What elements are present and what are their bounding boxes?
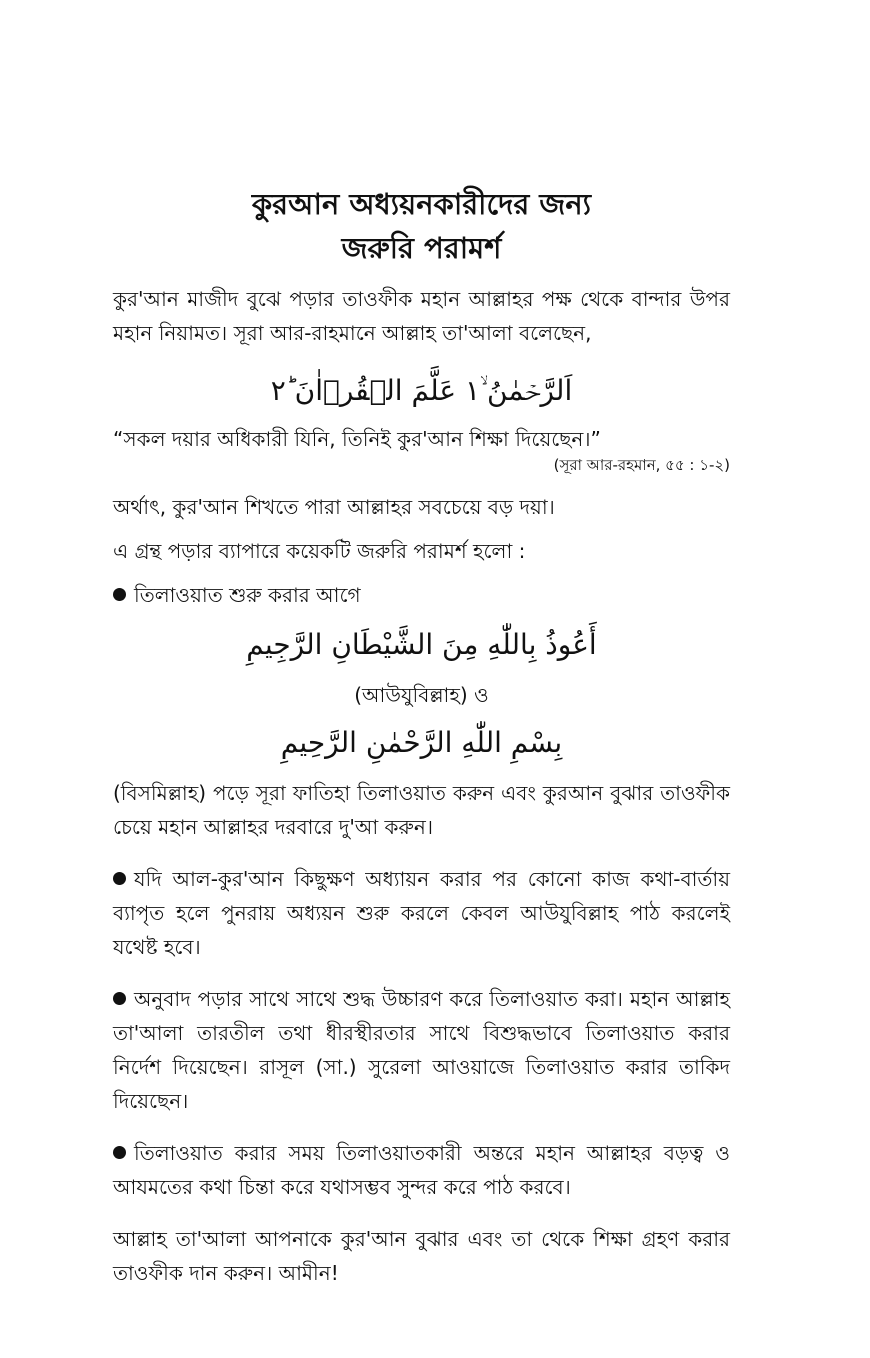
heading <box>113 182 730 270</box>
bullet-icon <box>113 872 126 885</box>
arabic-taawwuz: أَعُوذُ بِاللّٰهِ مِنَ الشَّيْطَانِ الرَّجِيمِ <box>246 628 597 661</box>
bullet-icon <box>113 1146 126 1159</box>
bullet-3-text: অনুবাদ পড়ার সাথে সাথে শুদ্ধ উচ্চারণ করে তিলাওয়াত করা। মহান আল্লাহ তা'আলা তারতীল তথা ধীরস্থীরতার সাথে বিশুদ্ধভাবে তিলাওয়াত করার নির্দেশ দিয়েছেন। রাসূল (সা.) সুরেলা আওয়াজে তিলাওয়াত করার তাকিদ দিয়েছেন। <box>113 987 730 1113</box>
bullet-icon <box>113 992 126 1005</box>
arabic-bismillah: بِسْمِ اللّٰهِ الرَّحْمٰنِ الرَّحِيمِ <box>280 726 563 759</box>
bullet-3 <box>113 982 730 1118</box>
bullet-1-rest: (বিসমিল্লাহ) পড়ে সূরা ফাতিহা তিলাওয়াত করুন এবং কুরআন বুঝার তাওফীক চেয়ে মহান আল্লাহর দরবারে দু'আ করুন। <box>113 781 730 839</box>
closing-paragraph: আল্লাহ তা'আলা আপনাকে কুর'আন বুঝার এবং তা থেকে শিক্ষা গ্রহণ করার তাওফীক দান করুন। আমীন! <box>113 1227 730 1285</box>
title-line-2: জরুরি পরামর্শ <box>341 231 502 265</box>
meaning-paragraph: অর্থাৎ, কুর'আন শিখতে পারা আল্লাহর সবচেয়ে বড় দয়া। <box>113 495 555 519</box>
bullet-1-lead-text: তিলাওয়াত শুরু করার আগে <box>134 583 361 607</box>
bullet-2-text: যদি আল-কুর'আন কিছুক্ষণ অধ্যায়ন করার পর কোনো কাজ কথা-বার্তায় ব্যাপৃত হলে পুনরায় অধ্যয়ন শুরু করলে কেবল আউযুবিল্লাহ পাঠ করলেই যথেষ্ট হবে। <box>113 867 730 959</box>
bullet-4 <box>113 1136 730 1204</box>
advice-intro: এ গ্রন্থ পড়ার ব্যাপারে কয়েকটি জরুরি পরামর্শ হলো : <box>113 539 526 563</box>
intro-paragraph: কুর'আন মাজীদ বুঝে পড়ার তাওফীক মহান আল্লাহর পক্ষ থেকে বান্দার উপর মহান নিয়ামত। সূরা আর-রাহমানে আল্লাহ তা'আলা বলেছেন, <box>113 287 730 345</box>
taawwuz-label: (আউযুবিল্লাহ) ও <box>354 683 489 707</box>
arabic-verse: اَلرَّحۡمٰنُ ۙ۱ عَلَّمَ الۡقُرۡاٰنَ ؕ۲ <box>270 374 573 407</box>
title-line-1: কুরআন অধ্যয়নকারীদের জন্য <box>251 187 592 221</box>
bullet-1-lead <box>113 578 730 612</box>
bullet-4-text: তিলাওয়াত করার সময় তিলাওয়াতকারী অন্তরে মহান আল্লাহর বড়ত্ব ও আযমতের কথা চিন্তা করে যথাসম্ভব সুন্দর করে পাঠ করবে। <box>113 1141 730 1199</box>
verse-translation: “সকল দয়ার অধিকারী যিনি, তিনিই কুর'আন শিক্ষা দিয়েছেন।” <box>113 427 601 451</box>
bullet-icon <box>113 588 126 601</box>
bullet-2 <box>113 862 730 964</box>
verse-citation: (সূরা আর-রহমান, ৫৫ : ১-২) <box>553 456 730 474</box>
